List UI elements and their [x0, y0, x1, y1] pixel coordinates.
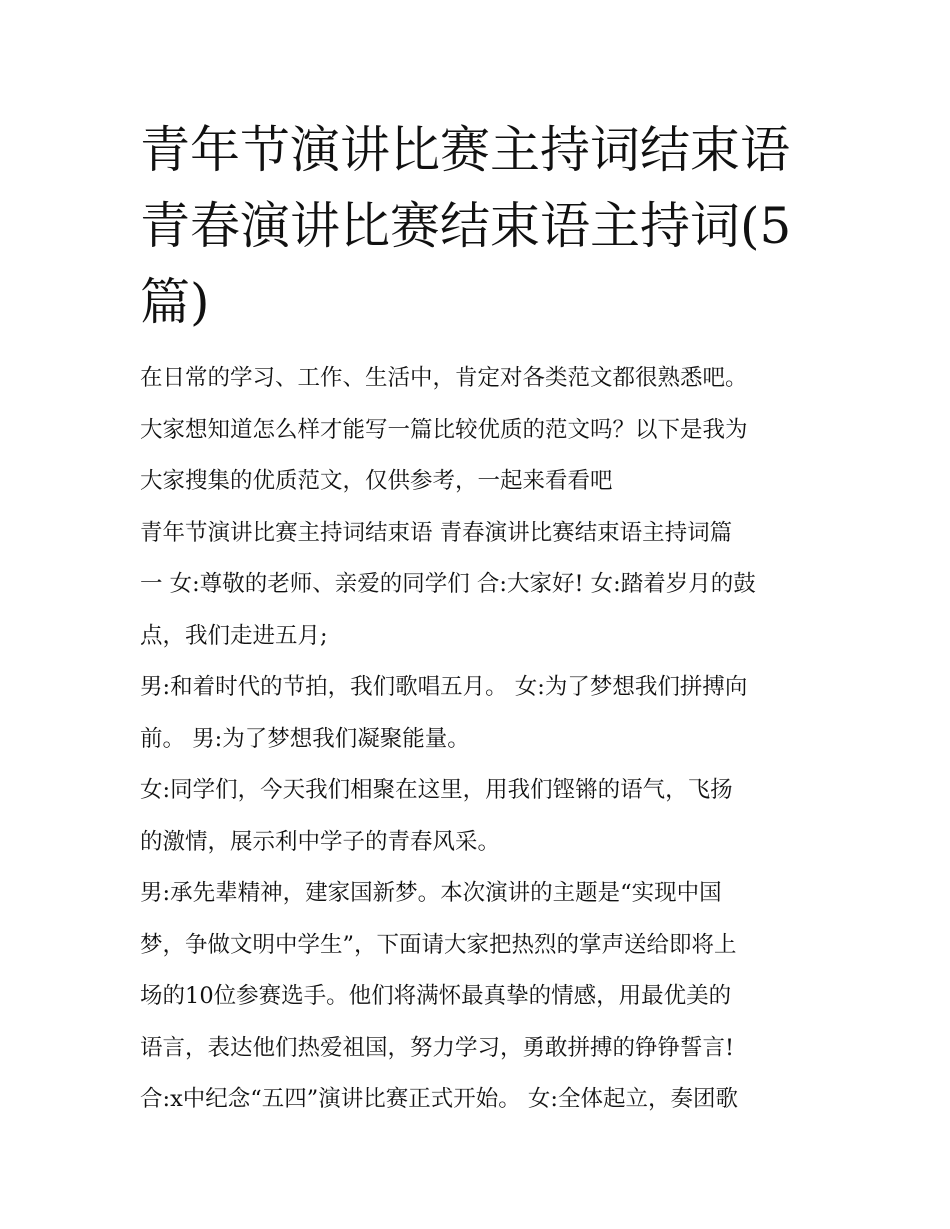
body-line: 的激情，展示利中学子的青春风采。	[140, 828, 501, 855]
body-line: 大家搜集的优质范文，仅供参考，一起来看看吧	[140, 468, 613, 494]
body-line: 点，我们走进五月;	[140, 622, 328, 649]
title-line: 青年节演讲比赛主持词结束语	[140, 121, 790, 179]
body-line: 男:和着时代的节拍，我们歌唱五月。 女:为了梦想我们拼搏向	[140, 674, 748, 700]
body-line: 场的10位参赛选手。他们将满怀最真挚的情感，用最优美的	[140, 983, 732, 1009]
body-line: 合:x中纪念“五四”演讲比赛正式开始。 女:全体起立，奏团歌	[140, 1086, 739, 1112]
body-line: 男:承先辈精神，建家国新梦。本次演讲的主题是“实现中国	[140, 880, 722, 906]
title-line: 青春演讲比赛结束语主持词(5	[140, 197, 792, 255]
document-body	[140, 358, 820, 1131]
title-line: 篇)	[140, 273, 210, 331]
body-line: 梦，争做文明中学生”，下面请大家把热烈的掌声送给即将上	[140, 931, 737, 958]
body-line: 前。 男:为了梦想我们凝聚能量。	[140, 725, 470, 752]
body-line: 大家想知道怎么样才能写一篇比较优质的范文吗？以下是我为	[140, 416, 748, 443]
body-line: 女:同学们，今天我们相聚在这里，用我们铿锵的语气，飞扬	[140, 777, 733, 803]
body-line: 在日常的学习、工作、生活中，肯定对各类范文都很熟悉吧。	[140, 365, 748, 391]
document-title	[140, 112, 820, 340]
body-line: 一 女:尊敬的老师、亲爱的同学们 合:大家好! 女:踏着岁月的鼓	[140, 571, 756, 597]
body-line: 语言，表达他们热爱祖国，努力学习，勇敢拼搏的铮铮誓言!	[140, 1034, 735, 1061]
body-line: 青年节演讲比赛主持词结束语 青春演讲比赛结束语主持词篇	[140, 519, 733, 546]
